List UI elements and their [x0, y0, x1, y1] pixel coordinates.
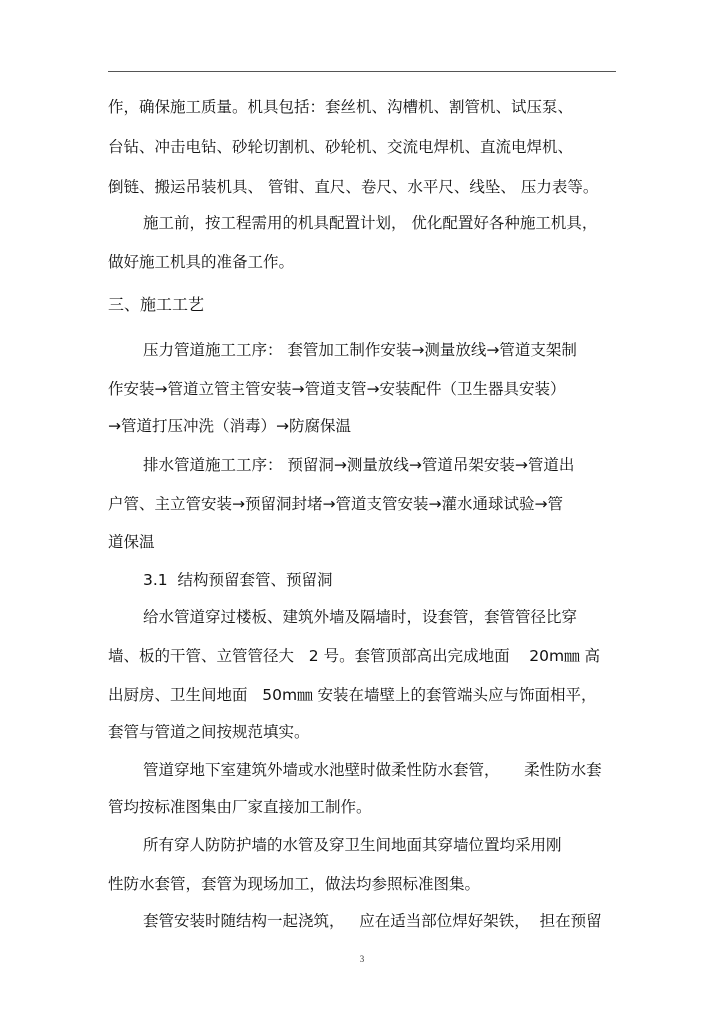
text-line: →管道打压冲洗（消毒）→防腐保温 — [108, 417, 351, 435]
text-line: 台钻、冲击电钻、砂轮切割机、砂轮机、交流电焊机、直流电焊机、 — [108, 138, 574, 156]
text-line: 压力管道施工工序： 套管加工制作安装→测量放线→管道支架制 — [143, 341, 577, 359]
text-line: 施工前，按工程需用的机具配置计划， 优化配置好各种施工机具， — [143, 214, 598, 232]
section-heading: 三、施工工艺 — [108, 295, 205, 314]
page-number: 3 — [359, 954, 365, 964]
text-line: 性防水套管，套管为现场加工，做法均参照标准图集。 — [108, 875, 481, 893]
text-line: 套管与管道之间按规范填实。 — [108, 723, 310, 741]
subsection-heading: 3.1 结构预留套管、预留洞 — [143, 571, 333, 589]
text-line: 户管、主立管安装→预留洞封堵→管道支管安装→灌水通球试验→管 — [108, 495, 563, 513]
text-line: 排水管道施工工序： 预留洞→测量放线→管道吊架安装→管道出 — [143, 456, 575, 474]
text-line: 套管安装时随结构一起浇筑， 应在适当部位焊好架铁， 担在预留 — [143, 912, 602, 930]
text-line: 作安装→管道立管主管安装→管道支管→安装配件（卫生器具安装） — [108, 380, 566, 398]
text-line: 所有穿人防防护墙的水管及穿卫生间地面其穿墙位置均采用刚 — [143, 836, 562, 854]
text-line: 作，确保施工质量。机具包括：套丝机、沟槽机、割管机、试压泵、 — [108, 98, 574, 116]
text-line: 管道穿地下室建筑外墙或水池壁时做柔性防水套管， 柔性防水套 — [143, 761, 602, 779]
text-line: 墙、板的干管、立管管径大 2 号。套管顶部高出完成地面 20m㎜ 高 — [108, 647, 601, 665]
text-line: 管均按标准图集由厂家直接加工制作。 — [108, 798, 372, 816]
header-rule — [108, 71, 616, 72]
text-line: 倒链、搬运吊装机具、 管钳、直尺、卷尺、水平尺、线坠、 压力表等。 — [108, 178, 599, 196]
text-line: 做好施工机具的准备工作。 — [108, 253, 295, 271]
text-line: 出厨房、卫生间地面 50m㎜ 安装在墙壁上的套管端头应与饰面相平， — [108, 686, 597, 704]
text-line: 道保温 — [108, 533, 155, 551]
text-line: 给水管道穿过楼板、建筑外墙及隔墙时，设套管，套管管径比穿 — [143, 608, 578, 626]
